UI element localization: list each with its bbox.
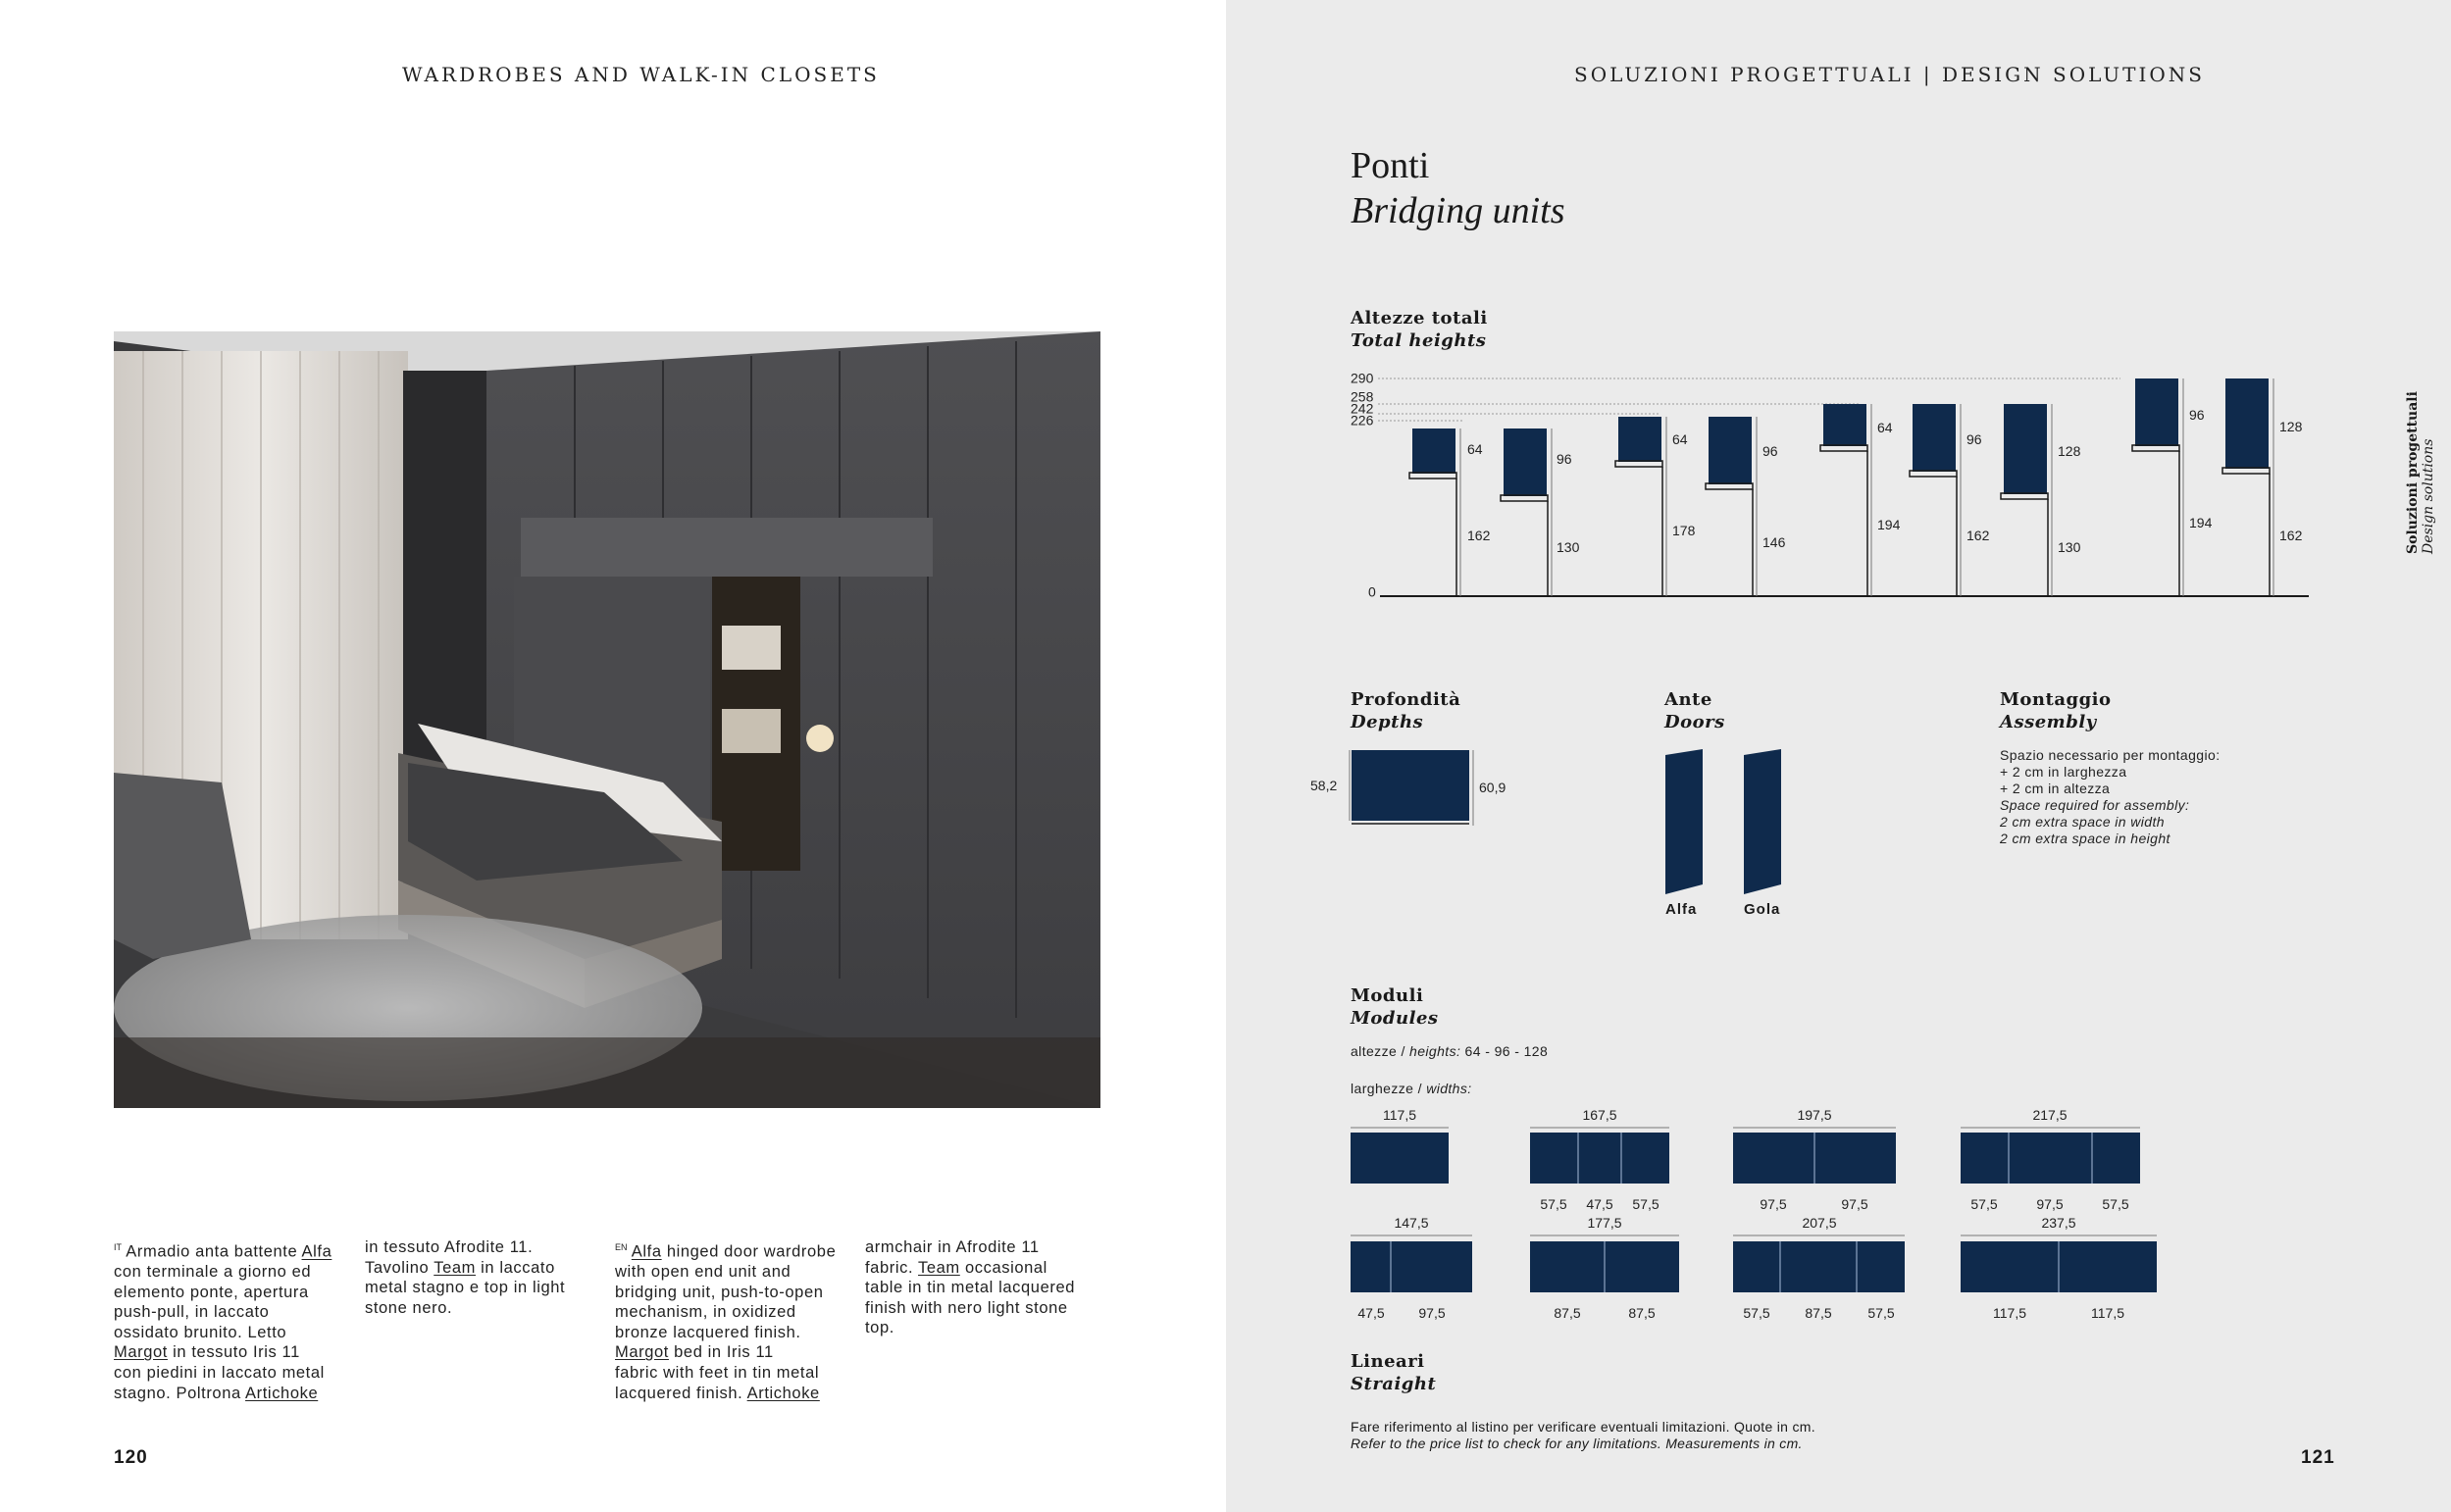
assembly-text: Spazio necessario per montaggio: + 2 cm in larghezza + 2 cm in altezza Space required for assembly: 2 cm extra space in width 2 cm extra space in height [2000,747,2221,846]
link-artichoke[interactable]: Artichoke [245,1384,319,1402]
tick-0: 0 [1368,583,1376,600]
svg-text:57,5: 57,5 [1970,1196,1998,1212]
heights-diagram [1351,361,2331,606]
footnote: Fare riferimento al listino per verificare eventuali limitazioni. Quote in cm. Refer to the price list to check for any limitations. Measurements in cm. [1351,1419,1815,1451]
link-team-en[interactable]: Team [918,1258,960,1277]
module-117 [1351,1133,1449,1184]
lang-marker-it: IT [114,1242,122,1252]
link-margot[interactable]: Margot [114,1343,168,1362]
svg-text:64: 64 [1672,431,1688,447]
svg-text:57,5: 57,5 [2102,1196,2129,1212]
bridging-unit-6 [1910,404,1990,596]
svg-text:64: 64 [1467,441,1483,457]
svg-text:178: 178 [1672,523,1696,538]
page-number-right: 121 [2301,1447,2335,1468]
bedroom-illustration [114,331,1100,1108]
svg-text:130: 130 [2058,539,2081,555]
bridging-unit-7 [2001,404,2081,596]
link-artichoke-en[interactable]: Artichoke [746,1384,820,1402]
svg-text:128: 128 [2058,443,2081,459]
svg-text:96: 96 [2189,407,2205,423]
svg-text:146: 146 [1762,534,1786,550]
doors-heading: Ante Doors [1664,689,1725,732]
svg-text:97,5: 97,5 [2036,1196,2064,1212]
svg-text:117,5: 117,5 [1993,1305,2026,1321]
modules-diagram [1344,1098,2168,1324]
link-team[interactable]: Team [434,1258,476,1277]
door-alfa-label: Alfa [1665,901,1698,918]
svg-text:177,5: 177,5 [1587,1215,1622,1231]
lang-marker-en: EN [615,1242,628,1252]
page-title [1351,143,1565,233]
tick-242: 242 [1351,400,1374,417]
running-head-right: SOLUZIONI PROGETTUALI | DESIGN SOLUTIONS [1574,63,2205,86]
door-alfa-shape [1665,749,1703,894]
svg-text:162: 162 [1966,528,1990,543]
svg-text:47,5: 47,5 [1357,1305,1385,1321]
bridging-unit-1 [1409,428,1491,596]
svg-text:96: 96 [1966,431,1982,447]
page-number-left: 120 [114,1447,148,1468]
link-alfa[interactable]: Alfa [301,1242,332,1261]
svg-text:57,5: 57,5 [1540,1196,1567,1212]
bridging-unit-2 [1501,428,1580,596]
caption-en-column-2: armchair in Afrodite 11 fabric. Team occasional table in tin metal lacquered finish with nero light stone top. [865,1238,1076,1337]
doors-diagram [1658,745,1795,922]
depth-right-value: 60,9 [1479,780,1506,795]
svg-text:96: 96 [1557,451,1572,467]
svg-text:64: 64 [1877,420,1893,435]
svg-text:87,5: 87,5 [1628,1305,1656,1321]
caption-en-column-1: $^{EN}$ Alfa hinged door wardrobe with open end unit and bridging unit, push-to-open mechanism, in oxidized bronze lacquered finish. Margot bed in Iris 11 fabric with feet in tin metal lacquered finish. Artichoke [615,1242,837,1402]
link-alfa-en[interactable]: Alfa [631,1242,662,1261]
svg-text:130: 130 [1557,539,1580,555]
svg-text:87,5: 87,5 [1805,1305,1832,1321]
svg-text:57,5: 57,5 [1632,1196,1660,1212]
tick-290: 290 [1351,370,1374,386]
title-en: Bridging units [1351,190,1565,231]
svg-text:97,5: 97,5 [1841,1196,1868,1212]
title-it: Ponti [1351,145,1430,186]
door-gola-shape [1744,749,1781,894]
bridging-unit-5 [1820,404,1901,596]
door-gola-label: Gola [1744,901,1781,918]
module-167 [1530,1133,1669,1184]
module-207 [1733,1241,1905,1292]
side-label: Soluzioni progettuali Design solutions [2405,391,2436,554]
depth-left-value: 58,2 [1310,778,1338,793]
svg-text:167,5: 167,5 [1582,1107,1617,1123]
bridging-unit-4 [1706,417,1786,596]
straight-heading: Lineari Straight [1351,1351,1437,1394]
module-147 [1351,1241,1472,1292]
bridging-unit-8 [2132,378,2213,596]
tick-226: 226 [1351,412,1374,428]
svg-text:197,5: 197,5 [1797,1107,1832,1123]
svg-text:162: 162 [1467,528,1491,543]
bridging-unit-3 [1615,417,1696,596]
svg-text:117,5: 117,5 [2091,1305,2124,1321]
modules-widths-line: larghezze / widths: [1351,1081,1472,1096]
svg-text:194: 194 [1877,517,1901,532]
svg-text:97,5: 97,5 [1760,1196,1787,1212]
depths-heading: Profondità Depths [1351,689,1461,732]
caption-it-column-1: $^{IT}$ Armadio anta battente Alfa con terminale a giorno ed elemento ponte, apertura push-pull, in laccato ossidato brunito. Letto Margot in tessuto Iris 11 con piedini in laccato metal stagno. Poltrona Artichoke [114,1242,332,1402]
svg-text:194: 194 [2189,515,2213,530]
svg-text:237,5: 237,5 [2041,1215,2076,1231]
running-head-left: WARDROBES AND WALK-IN CLOSETS [402,63,880,86]
svg-text:128: 128 [2279,419,2303,434]
modules-heights-line: altezze / heights: 64 - 96 - 128 [1351,1043,1549,1059]
svg-text:96: 96 [1762,443,1778,459]
modules-heading: Moduli Modules [1351,985,1439,1029]
svg-text:57,5: 57,5 [1743,1305,1770,1321]
svg-text:87,5: 87,5 [1554,1305,1581,1321]
depths-diagram [1304,745,1530,833]
svg-text:57,5: 57,5 [1867,1305,1895,1321]
module-117-total: 117,5 [1383,1107,1416,1123]
svg-text:217,5: 217,5 [2032,1107,2068,1123]
tick-258: 258 [1351,388,1374,405]
svg-text:207,5: 207,5 [1802,1215,1837,1231]
svg-text:47,5: 47,5 [1586,1196,1613,1212]
bedroom-photo [114,331,1100,1108]
module-217 [1961,1133,2140,1184]
bridging-unit-9 [2222,378,2303,596]
svg-text:97,5: 97,5 [1418,1305,1446,1321]
caption-it-column-2: in tessuto Afrodite 11. Tavolino Team in laccato metal stagno e top in light stone nero. [365,1238,566,1317]
heights-heading: Altezze totali Total heights [1351,308,1488,351]
svg-text:162: 162 [2279,528,2303,543]
assembly-heading: Montaggio Assembly [2000,689,2112,732]
link-margot-en[interactable]: Margot [615,1343,669,1362]
svg-text:147,5: 147,5 [1394,1215,1429,1231]
